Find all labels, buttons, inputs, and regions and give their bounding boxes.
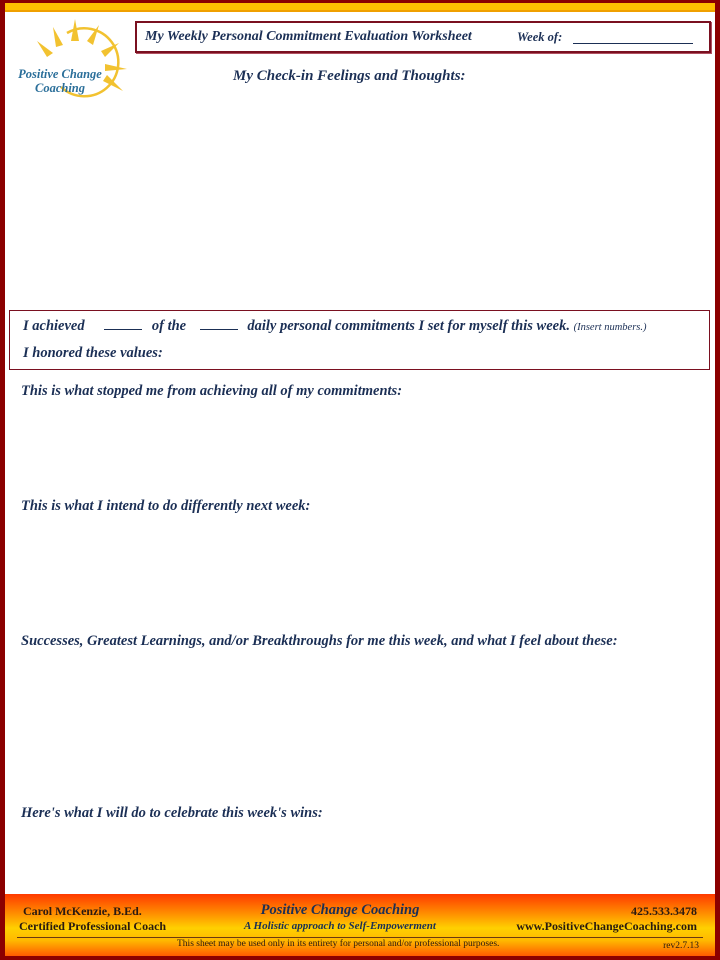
company-tagline: A Holistic approach to Self-Empowerment <box>244 920 436 932</box>
achieved-middle: of the <box>151 318 187 334</box>
celebrate-heading: Here's what I will do to celebrate this week's wins: <box>21 805 323 821</box>
website-link[interactable]: www.PositiveChangeCoaching.com <box>516 919 697 933</box>
successes-writing-area[interactable] <box>19 656 699 801</box>
title-box <box>135 21 711 53</box>
company-info <box>235 902 445 933</box>
worksheet-title: My Weekly Personal Commitment Evaluation Worksheet <box>145 29 472 44</box>
top-gold-bar <box>5 0 715 12</box>
coach-info <box>19 904 166 934</box>
footer-divider <box>17 937 703 938</box>
logo-line-1: Positive Change <box>18 67 102 81</box>
checkin-heading: My Check-in Feelings and Thoughts: <box>233 68 466 84</box>
contact-info <box>516 904 697 934</box>
total-count-field[interactable] <box>200 317 238 330</box>
coach-name: Carol McKenzie, B.Ed. <box>23 904 142 918</box>
insert-numbers-note: (Insert numbers.) <box>573 322 647 333</box>
coach-credential: Certified Professional Coach <box>19 919 167 933</box>
honored-values-label: I honored these values: <box>23 345 163 361</box>
achieved-prefix: I achieved <box>23 318 85 334</box>
bottom-frame <box>0 956 720 960</box>
differently-heading: This is what I intend to do differently next week: <box>21 498 311 514</box>
footer <box>5 894 715 956</box>
company-name: Positive Change Coaching <box>260 902 420 918</box>
logo-text <box>15 67 105 95</box>
logo-line-2: Coaching <box>34 81 85 95</box>
usage-note: This sheet may be used only in its entirety for personal and/or professional purposes. <box>177 939 500 949</box>
stopped-writing-area[interactable] <box>19 404 699 494</box>
week-of-field[interactable] <box>573 43 693 44</box>
achievement-box <box>9 310 710 370</box>
worksheet-page <box>5 12 715 894</box>
achievement-line <box>23 317 647 335</box>
achieved-suffix: daily personal commitments I set for myself this week. <box>247 318 570 334</box>
revision-label: rev2.7.13 <box>663 941 699 951</box>
successes-heading: Successes, Greatest Learnings, and/or Breakthroughs for me this week, and what I feel about these: <box>21 633 618 649</box>
differently-writing-area[interactable] <box>19 520 699 625</box>
stopped-heading: This is what stopped me from achieving all of my commitments: <box>21 383 403 399</box>
checkin-writing-area[interactable] <box>19 92 699 302</box>
achieved-count-field[interactable] <box>104 317 142 330</box>
phone-number: 425.533.3478 <box>631 904 697 918</box>
celebrate-writing-area[interactable] <box>19 826 699 888</box>
week-of-label: Week of: <box>517 30 563 44</box>
